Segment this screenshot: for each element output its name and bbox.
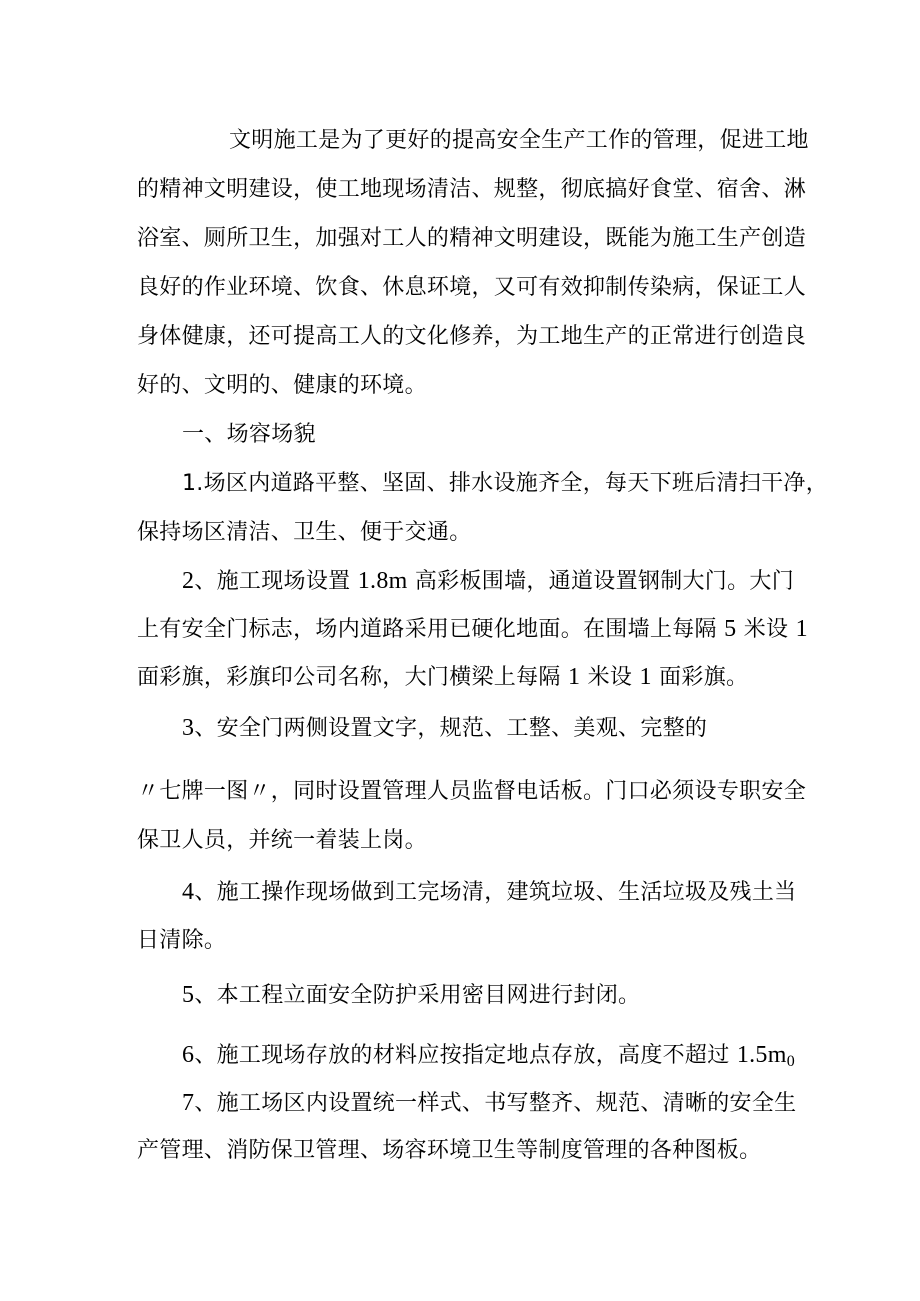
intro-line-6: 好的、文明的、健康的环境。: [137, 373, 427, 398]
item-4-text: 、施工操作现场做到工完场清，建筑垃圾、生活垃圾及残土当: [194, 880, 797, 905]
item-3-line-3: 保卫人员，并统一着装上岗。: [137, 828, 427, 853]
item-6-text: 、施工现场存放的材料应按指定地点存放，高度不超过: [194, 1043, 737, 1068]
item-2-line-3: [137, 662, 748, 693]
item-5-line-1: [182, 980, 640, 1011]
intro-line-5: 身体健康，还可提高工人的文化修养，为工地生产的正常进行创造良: [137, 324, 807, 349]
item-3-text: 、安全门两侧设置文字，规范、工整、美观、完整的: [194, 716, 708, 741]
item-1-line-2: 保持场区清洁、卫生、便于交通。: [137, 520, 472, 545]
intro-line-2: 的精神文明建设，使工地现场清洁、规整，彻底搞好食堂、宿舍、淋: [137, 177, 807, 202]
item-2-text-b: 高彩板围墙，通道设置钢制大门。大门: [407, 569, 794, 594]
item-3-line-1: [182, 713, 707, 744]
item-6-subscript: 0: [786, 1053, 795, 1070]
item-2-line-3-value-2: 1: [639, 664, 652, 690]
intro-line-1: 文明施工是为了更好的提高安全生产工作的管理，促进工地: [229, 128, 809, 153]
item-2-line-3-text-c: 面彩旗。: [651, 665, 749, 690]
item-2-line-2-text-b: 米设: [736, 617, 796, 642]
item-3-number: 3: [182, 715, 195, 741]
item-2-line-3-text-b: 米设: [580, 665, 640, 690]
item-4-number: 4: [182, 879, 195, 905]
item-5-text: 、本工程立面安全防护采用密目网进行封闭。: [194, 983, 641, 1008]
item-2-text-a: 、施工现场设置: [194, 569, 358, 594]
item-6-height-value: 1.5m: [736, 1042, 787, 1068]
intro-line-3: 浴室、厕所卫生，加强对工人的精神文明建设，既能为施工生产创造: [137, 226, 807, 251]
item-2-line-3-text-a: 面彩旗，彩旗印公司名称，大门横梁上每隔: [137, 665, 568, 690]
item-2-number: 2: [182, 568, 195, 594]
item-2-line-2-text-a: 上有安全门标志，场内道路采用已硬化地面。在围墙上每隔: [137, 617, 725, 642]
item-2-line-2-value-2: 1: [795, 616, 808, 642]
item-4-line-2: 日清除。: [137, 928, 227, 953]
item-7-line-2: 产管理、消防保卫管理、场容环境卫生等制度管理的各种图板。: [137, 1138, 762, 1163]
item-2-line-3-value-1: 1: [568, 664, 581, 690]
item-7-number: 7: [182, 1090, 195, 1116]
item-2-line-1: [182, 566, 794, 597]
item-6-line-1: [182, 1040, 795, 1077]
item-2-height-value: 1.8m: [357, 568, 408, 594]
item-5-number: 5: [182, 982, 195, 1008]
item-7-line-1: [182, 1088, 796, 1119]
item-1-line-1: 1.场区内道路平整、坚固、排水设施齐全，每天下班后清扫干净，: [182, 471, 828, 496]
item-4-line-1: [182, 877, 796, 908]
item-7-text: 、施工场区内设置统一样式、书写整齐、规范、清晰的安全生: [194, 1091, 797, 1116]
section-heading: 一、场容场貌: [182, 422, 316, 447]
item-6-number: 6: [182, 1042, 195, 1068]
item-3-line-2: 〃七牌一图〃，同时设置管理人员监督电话板。门口必须设专职安全: [137, 779, 807, 804]
intro-line-4: 良好的作业环境、饮食、休息环境，又可有效抑制传染病，保证工人: [137, 275, 807, 300]
item-2-line-2-value-1: 5: [724, 616, 737, 642]
item-2-line-2: [137, 614, 808, 645]
